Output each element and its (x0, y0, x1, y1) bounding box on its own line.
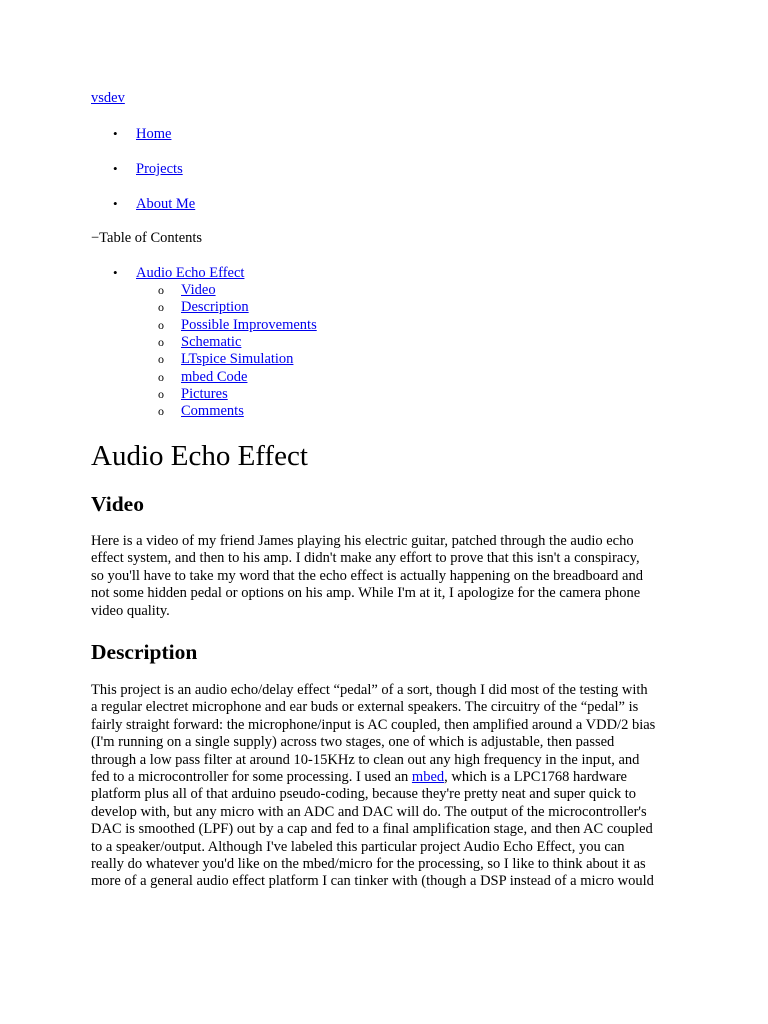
paragraph-line: more of a general audio effect platform I can tinker with (though a DSP instead of a micro would (91, 873, 654, 890)
toc-link-comments[interactable]: Comments (181, 403, 244, 420)
toc-sub-item-video (0, 282, 500, 299)
toc-link-mbed-code[interactable]: mbed Code (181, 368, 248, 385)
nav-link-projects[interactable]: Projects (136, 161, 183, 177)
nav-link-home[interactable]: Home (136, 126, 172, 142)
video-heading: Video (91, 492, 144, 516)
nav-link-about-me[interactable]: About Me (136, 196, 196, 212)
toc-link-video[interactable]: Video (181, 282, 216, 298)
description-paragraph (91, 682, 681, 891)
paragraph-text: fed to a microcontroller for some processing. I used an (91, 769, 412, 786)
video-paragraph (91, 533, 681, 620)
paragraph-line: video quality. (91, 602, 170, 619)
toc-link-schematic[interactable]: Schematic (181, 333, 242, 350)
nav-item-about-me (0, 194, 400, 214)
toc-link-ltspice-simulation[interactable]: LTspice Simulation (181, 351, 294, 368)
paragraph-line: DAC is smoothed (LPF) out by a cap and fed to a final amplification stage, and then AC coupled (91, 821, 653, 838)
paragraph-line: platform plus all of that arduino pseudo-coding, because they're pretty neat and super quick to (91, 786, 636, 803)
site-title-link[interactable]: vsdev (91, 90, 125, 106)
paragraph-line (91, 769, 681, 786)
toc-sub-item-mbed-code (0, 369, 500, 386)
article-title: Audio Echo Effect (91, 440, 308, 472)
toc-sub-item-description (0, 299, 500, 316)
circle-bullet-icon: o (158, 317, 164, 332)
toc-link-pictures[interactable]: Pictures (181, 385, 228, 402)
paragraph-line: not some hidden pedal or options on his amp. While I'm at it, I apologize for the camera phone (91, 585, 641, 602)
bullet-icon: • (113, 196, 118, 211)
mbed-link[interactable]: mbed (411, 769, 445, 786)
paragraph-line: through a low pass filter at around 10-15KHz to clean out any high frequency in the input, and (91, 751, 640, 768)
nav-item-projects (0, 159, 400, 179)
paragraph-line: develop with, but any micro with an ADC and DAC will do. The output of the microcontroller's (91, 803, 647, 820)
toc-item-audio-echo-effect (0, 264, 500, 284)
paragraph-line: Here is a video of my friend James playing his electric guitar, patched through the audio echo (91, 533, 634, 549)
circle-bullet-icon: o (158, 369, 164, 384)
description-heading: Description (91, 640, 198, 664)
circle-bullet-icon: o (158, 300, 164, 315)
paragraph-line: really do whatever you'd like on the mbed/micro for the processing, so I like to think about it as (91, 856, 646, 873)
circle-bullet-icon: o (158, 386, 164, 401)
toc-sub-item-possible-improvements (0, 317, 500, 334)
paragraph-line: (I'm running on a single supply) across two stages, one of which is adjustable, then passed (91, 734, 615, 751)
paragraph-line: a regular electret microphone and ear buds or external speakers. The circuitry of the “pedal” is (91, 699, 639, 716)
circle-bullet-icon: o (158, 404, 164, 419)
bullet-icon: • (113, 265, 118, 280)
paragraph-text: , which is a LPC1768 hardware (444, 769, 627, 786)
nav-item-home (0, 124, 400, 144)
toc-link-audio-echo-effect[interactable]: Audio Echo Effect (136, 265, 245, 281)
toc-link-possible-improvements[interactable]: Possible Improvements (181, 316, 317, 333)
circle-bullet-icon: o (158, 283, 164, 297)
paragraph-line: effect system, and then to his amp. I didn't make any effort to prove that this isn't a conspiracy, (91, 550, 640, 567)
paragraph-line: so you'll have to take my word that the echo effect is actually happening on the breadboard and (91, 567, 643, 584)
paragraph-line: fairly straight forward: the microphone/input is AC coupled, then amplified around a VDD/2 bias (91, 716, 656, 733)
toc-link-description[interactable]: Description (181, 299, 249, 316)
toc-sub-item-pictures (0, 386, 500, 403)
toc-sub-item-comments (0, 403, 500, 420)
toc-toggle[interactable]: −Table of Contents (91, 230, 203, 246)
circle-bullet-icon: o (158, 352, 164, 367)
bullet-icon: • (113, 161, 118, 176)
bullet-icon: • (113, 126, 118, 141)
paragraph-line: to a speaker/output. Although I've labeled this particular project Audio Echo Effect, you can (91, 838, 625, 855)
paragraph-line: This project is an audio echo/delay effect “pedal” of a sort, though I did most of the testing with (91, 682, 648, 698)
toc-sub-item-ltspice-simulation (0, 351, 500, 368)
circle-bullet-icon: o (158, 334, 164, 349)
toc-sub-item-schematic (0, 334, 500, 351)
